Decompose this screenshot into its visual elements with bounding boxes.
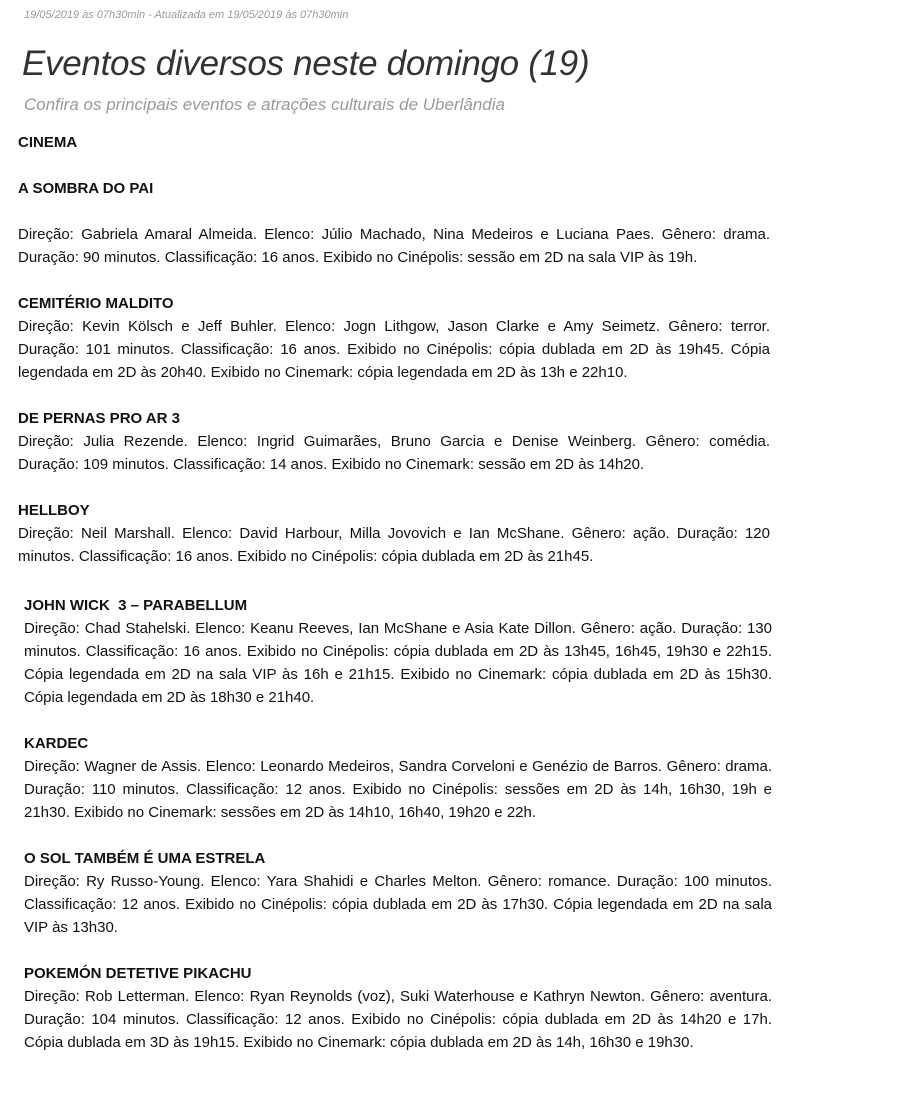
article-body-part1 [18, 131, 770, 568]
article-body-part2 [24, 594, 772, 1054]
article-subtitle: Confira os principais eventos e atrações culturais de Uberlândia [24, 95, 505, 114]
movie-title: A SOMBRA DO PAI [18, 180, 154, 197]
movie-title: POKEMÓN DETETIVE PIKACHU [24, 965, 252, 982]
movie-title: DE PERNAS PRO AR 3 [18, 410, 180, 427]
movie-title: JOHN WICK 3 – PARABELLUM [24, 597, 248, 614]
movie-description: Direção: Wagner de Assis. Elenco: Leonardo Medeiros, Sandra Corveloni e Genézio de Barros. Gênero: drama. Duração: 110 minutos. Classificação: 12 anos. Exibido no Cinépolis: sessões em 2D às 14h, 16h30, 19h e 21h30. Exibido no Cinemark: sessões em 2D às 14h10, 16h40, 19h20 e 22h. [24, 758, 772, 821]
movie-description: Direção: Kevin Kölsch e Jeff Buhler. Elenco: Jogn Lithgow, Jason Clarke e Amy Seimetz. Gênero: terror. Duração: 101 minutos. Classificação: 16 anos. Exibido no Cinépolis: cópia dublada em 2D às 19h45. Cópia legendada em 2D às 20h40. Exibido no Cinemark: cópia legendada em 2D às 13h e 22h10. [18, 318, 770, 381]
movie-description: Direção: Ry Russo-Young. Elenco: Yara Shahidi e Charles Melton. Gênero: romance. Duração: 100 minutos. Classificação: 12 anos. Exibido no Cinépolis: cópia dublada em 2D às 17h30. Cópia legendada em 2D na sala VIP às 13h30. [24, 873, 772, 936]
movie-description: Direção: Gabriela Amaral Almeida. Elenco: Júlio Machado, Nina Medeiros e Luciana Paes. Gênero: drama. Duração: 90 minutos. Classificação: 16 anos. Exibido no Cinépolis: sessão em 2D na sala VIP às 19h. [18, 226, 770, 266]
movie-title: CEMITÉRIO MALDITO [18, 295, 174, 312]
movie-title: HELLBOY [18, 502, 90, 519]
article-title: Eventos diversos neste domingo (19) [22, 44, 590, 83]
movie-title: O SOL TAMBÉM É UMA ESTRELA [24, 850, 266, 867]
movie-description: Direção: Chad Stahelski. Elenco: Keanu Reeves, Ian McShane e Asia Kate Dillon. Gênero: ação. Duração: 130 minutos. Classificação: 16 anos. Exibido no Cinépolis: cópia dublada em 2D às 13h45, 16h45, 19h30 e 22h15. Cópia legendada em 2D na sala VIP às 16h e 21h15. Exibido no Cinemark: cópia dublada em 2D às 15h30. Cópia legendada em 2D às 18h30 e 21h40. [24, 620, 772, 706]
movie-description: Direção: Rob Letterman. Elenco: Ryan Reynolds (voz), Suki Waterhouse e Kathryn Newton. Gênero: aventura. Duração: 104 minutos. Classificação: 12 anos. Exibido no Cinépolis: cópia dublada em 2D às 14h20 e 17h. Cópia dublada em 3D às 19h15. Exibido no Cinemark: cópia dublada em 2D às 14h, 16h30 e 19h30. [24, 988, 772, 1051]
movie-title: KARDEC [24, 735, 89, 752]
movie-description: Direção: Julia Rezende. Elenco: Ingrid Guimarães, Bruno Garcia e Denise Weinberg. Gênero: comédia. Duração: 109 minutos. Classificação: 14 anos. Exibido no Cinemark: sessão em 2D às 14h20. [18, 433, 770, 473]
movie-description: Direção: Neil Marshall. Elenco: David Harbour, Milla Jovovich e Ian McShane. Gênero: ação. Duração: 120 minutos. Classificação: 16 anos. Exibido no Cinépolis: cópia dublada em 2D às 21h45. [18, 525, 770, 565]
publish-date: 19/05/2019 às 07h30min - Atualizada em 19/05/2019 às 07h30min [24, 9, 349, 21]
section-heading: CINEMA [18, 134, 78, 151]
